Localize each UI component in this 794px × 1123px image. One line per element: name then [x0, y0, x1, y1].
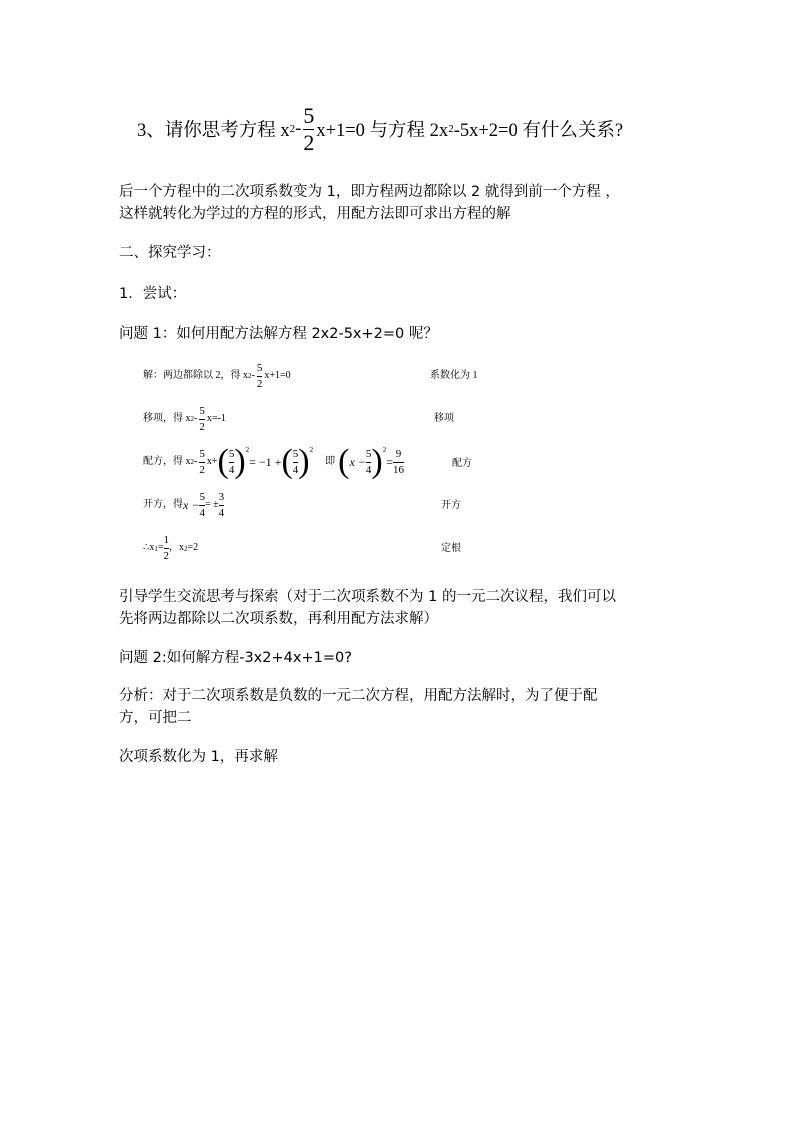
- solution-step-4: 开方，得 x − $\frac{5}{4}$ = ± $\frac{3}{4}$: [143, 490, 225, 519]
- solution-step-3: 配方，得 x 2 - $\frac{5}{2}$ x+ ( $\frac{5}{4}$ ) 2 = −1 + ( $\frac{5}{4}$ ) 2 即 ( x − $\frac{5}{4}$ ) 2 = $\frac{9}{16}$: [143, 443, 404, 480]
- guide-line-1: 引导学生交流思考与探索（对于二次项系数不为 1 的一元二次议程，我们可以: [119, 589, 616, 605]
- solution-note-1: 系数化为 1: [430, 370, 478, 381]
- solution-note-2: 移项: [434, 413, 454, 424]
- solution-note-4: 开方: [441, 500, 461, 511]
- question-3: 3、请你思考方程 x 2 - $\frac{5}{2}$ x+1=0 与方程 2x 2 -5x+2=0 有什么关系?: [137, 102, 624, 155]
- analysis-line-1: 分析：对于二次项系数是负数的一元二次方程，用配方法解时，为了便于配: [119, 688, 598, 704]
- solution-step-2: 移项，得 x 2 - $\frac{5}{2}$ x=-1: [143, 404, 226, 433]
- problem-2: 问题 2:如何解方程-3x2+4x+1=0?: [119, 650, 352, 666]
- answer-line-1: 后一个方程中的二次项系数变为 1，即方程两边都除以 2 就得到前一个方程 ，: [119, 184, 620, 200]
- subsection-1-title: 1．尝试：: [119, 286, 187, 302]
- section-2-title: 二、探究学习：: [119, 245, 221, 261]
- solution-note-5: 定根: [441, 543, 461, 554]
- solution-step-1: 解：两边都除以 2，得 x 2 - $\frac{5}{2}$ x+1=0: [143, 361, 291, 390]
- problem-1: 问题 1：如何用配方法解方程 2x2-5x+2=0 呢？: [119, 326, 438, 342]
- question-3-prefix: 3、请你思考方程 x: [137, 121, 290, 141]
- analysis-tail: 次项系数化为 1，再求解: [119, 749, 278, 765]
- analysis-line-2: 方，可把二: [119, 710, 192, 726]
- guide-line-2: 先将两边都除以二次项系数，再利用配方法求解）: [119, 611, 438, 627]
- fraction-5-over-2: $\frac{5}{2}$: [303, 102, 315, 155]
- solution-note-3: 配方: [452, 458, 472, 469]
- solution-step-5: ∴x 1 = $\frac{1}{2}$ ，x 2 =2: [143, 533, 199, 562]
- answer-line-2: 这样就转化为学过的方程的形式，用配方法即可求出方程的解: [119, 206, 511, 222]
